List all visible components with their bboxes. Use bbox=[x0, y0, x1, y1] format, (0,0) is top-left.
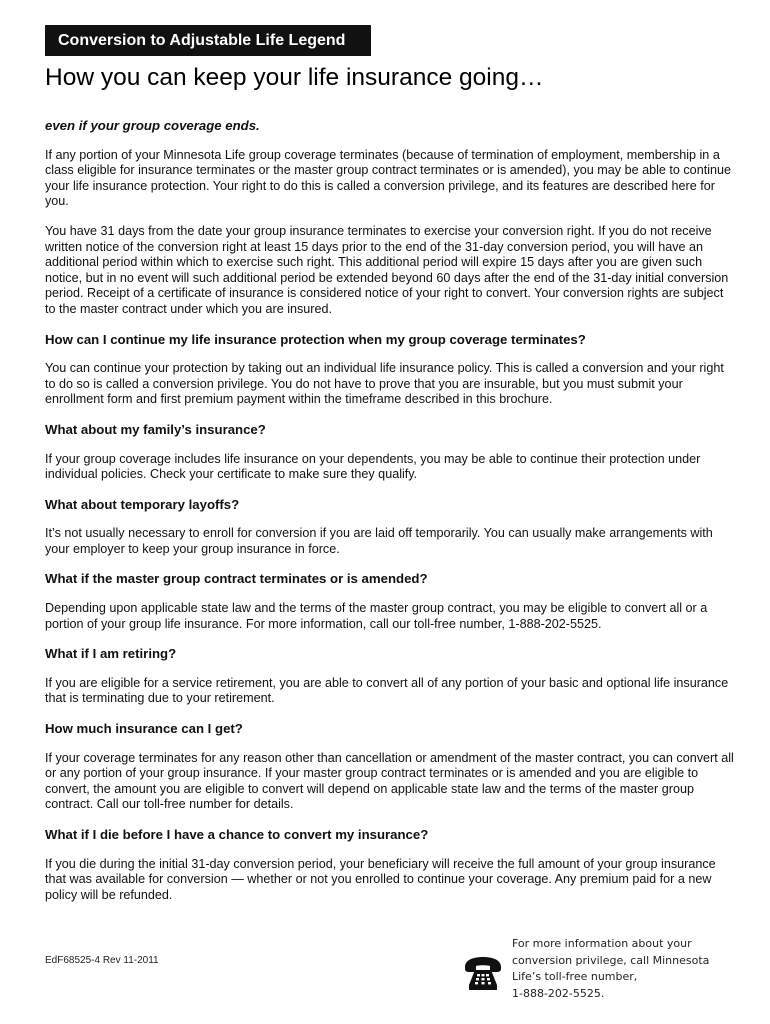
section-heading-die-before-convert: What if I die before I have a chance to convert my insurance? bbox=[45, 827, 429, 842]
contact-box bbox=[463, 936, 723, 1006]
document-code: EdF68525-4 Rev 11-2011 bbox=[45, 955, 159, 966]
legend-bar bbox=[45, 25, 371, 56]
section-heading-insurance-amount: How much insurance can I get? bbox=[45, 721, 243, 737]
telephone-icon bbox=[463, 956, 503, 992]
contact-text bbox=[512, 936, 722, 1002]
intro-paragraph-1: If any portion of your Minnesota Life group coverage terminates (because of termination of employment, membership in a class eligible for insurance terminates or the master group contract terminates or is amended), you may be able to continue your life insurance protection. Your right to do this is called a conversion privilege, and its features are described here for you. bbox=[45, 147, 732, 209]
section-heading-master-contract: What if the master group contract terminates or is amended? bbox=[45, 571, 428, 587]
section-body-master-contract: Depending upon applicable state law and the terms of the master group contract, you may be eligible to convert all or a portion of your group life insurance. For more information, call our toll-free number, 1-888-202-5525. bbox=[45, 601, 708, 631]
intro-paragraph-2: You have 31 days from the date your group insurance terminates to exercise your conversion right. If you do not receive written notice of the conversion right at least 15 days prior to the end of the 31-day conversion period, you will have an additional period within which to exercise such right. This additional period will expire 15 days after you are given such notice, but in no event will such additional period be extended beyond 60 days after the end of the 31-day initial conversion period. Receipt of a certificate of insurance is considered notice of your right to convert. Your conversion rights are subject to the master contract under which you are insured. bbox=[45, 223, 729, 316]
intro-subtitle: even if your group coverage ends. bbox=[45, 118, 260, 133]
section-body-continue-protection: You can continue your protection by taking out an individual life insurance policy. This is called a conversion and your right to do so is called a conversion privilege. You do not have to prove that you are insurable, but you must submit your enrollment form and first premium payment within the timeframe described in this brochure. bbox=[45, 361, 724, 407]
legend-text: Conversion to Adjustable Life Legend bbox=[58, 32, 346, 49]
contact-line: For more information about your bbox=[512, 937, 692, 950]
section-body-insurance-amount: If your coverage terminates for any reason other than cancellation or amendment of the master contract, you can convert all or any portion of your group insurance. If your master group contract terminates or is amended and you are eligible to convert, the amount you are eligible to convert will depend on applicable state law and the terms of the master group contract. Call our toll-free number for details. bbox=[45, 750, 734, 812]
page-title: How you can keep your life insurance going… bbox=[45, 64, 544, 91]
section-body-retiring: If you are eligible for a service retirement, you are able to convert all of any portion of your basic and optional life insurance that is terminating due to your retirement. bbox=[45, 675, 729, 706]
section-heading-continue-protection: How can I continue my life insurance protection when my group coverage terminates? bbox=[45, 331, 586, 347]
contact-line: Life’s toll-free number, bbox=[512, 970, 638, 983]
section-heading-retiring: What if I am retiring? bbox=[45, 646, 177, 662]
section-body-temporary-layoffs: It’s not usually necessary to enroll for conversion if you are laid off temporarily. You can usually make arrangements with your employer to keep your group insurance in force. bbox=[45, 526, 713, 556]
contact-phone-number: 1-888-202-5525. bbox=[512, 986, 605, 1000]
section-heading-temporary-layoffs: What about temporary layoffs? bbox=[45, 496, 240, 512]
section-body-die-before-convert: If you die during the initial 31-day conversion period, your beneficiary will receive the full amount of your group insurance that was available for conversion — whether or not you enrolled to continue your coverage. Any premium paid for a new policy will be refunded. bbox=[45, 856, 716, 902]
section-body-family-insurance: If your group coverage includes life insurance on your dependents, you may be able to continue their protection under individual policies. Check your certificate to make sure they qualify. bbox=[45, 451, 701, 482]
contact-line: conversion privilege, call Minnesota bbox=[512, 953, 710, 967]
section-heading-family-insurance: What about my family’s insurance? bbox=[45, 421, 266, 437]
document-body bbox=[45, 118, 735, 917]
